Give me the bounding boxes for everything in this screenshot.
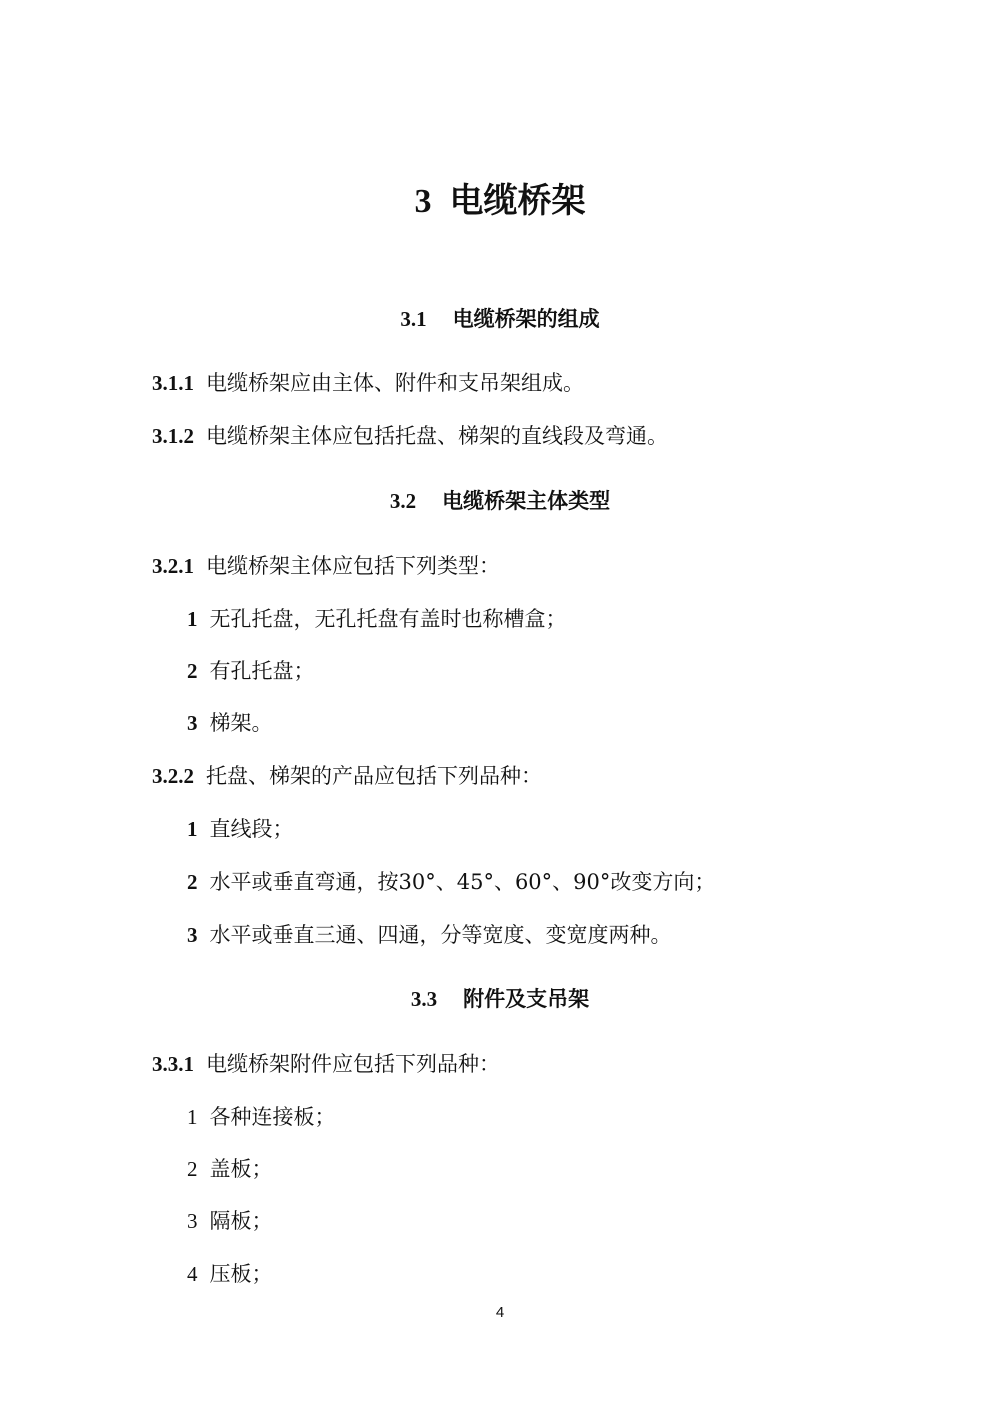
item-number: 2: [187, 870, 198, 894]
list-item: [187, 814, 294, 844]
clause: [152, 421, 668, 451]
section-title: [0, 304, 1000, 334]
list-item: [187, 1102, 336, 1132]
list-item: [187, 656, 315, 686]
clause-number: 3.2.2: [152, 764, 194, 788]
section-title: [0, 486, 1000, 516]
clause-text: 电缆桥架附件应包括下列品种：: [206, 1052, 500, 1076]
page-number: 4: [495, 1304, 505, 1321]
item-text: 水平或垂直三通、四通，分等宽度、变宽度两种。: [209, 923, 672, 947]
item-text: 压板；: [209, 1262, 273, 1286]
clause-text: 电缆桥架应由主体、附件和支吊架组成。: [206, 371, 584, 395]
clause-text: 电缆桥架主体应包括下列类型：: [206, 554, 500, 578]
item-number: 1: [187, 1105, 198, 1129]
clause-number: 3.3.1: [152, 1052, 194, 1076]
section-title-text: 电缆桥架的组成: [452, 307, 600, 331]
item-text: 有孔托盘；: [209, 659, 315, 683]
clause: [152, 551, 500, 581]
item-text: 水平或垂直弯通，按30°、45°、60°、90°改变方向；: [209, 870, 716, 894]
chapter-title-text: 电缆桥架: [449, 181, 586, 221]
clause: [152, 368, 584, 398]
item-number: 1: [187, 817, 198, 841]
clause: [152, 1049, 500, 1079]
section-title-text: 电缆桥架主体类型: [442, 489, 611, 513]
item-number: 3: [187, 711, 198, 735]
clause-number: 3.2.1: [152, 554, 194, 578]
item-number: 2: [187, 659, 198, 683]
item-text: 各种连接板；: [209, 1105, 336, 1129]
list-item: [187, 604, 567, 634]
list-item: [187, 1259, 273, 1289]
list-item: [187, 708, 273, 738]
section-title: [0, 984, 1000, 1014]
item-text: 直线段；: [209, 817, 294, 841]
item-text: 盖板；: [209, 1157, 273, 1181]
clause-number: 3.1.2: [152, 424, 194, 448]
item-number: 1: [187, 607, 198, 631]
item-text: 梯架。: [209, 711, 273, 735]
clause: [152, 761, 542, 791]
clause-text: 托盘、梯架的产品应包括下列品种：: [206, 764, 542, 788]
item-text: 无孔托盘，无孔托盘有盖时也称槽盒；: [209, 607, 567, 631]
chapter-number: 3: [414, 183, 432, 220]
list-item: [187, 920, 672, 950]
clause-number: 3.1.1: [152, 371, 194, 395]
item-number: 3: [187, 923, 198, 947]
section-number: 3.3: [410, 987, 438, 1011]
list-item: [187, 1154, 273, 1184]
item-number: 2: [187, 1157, 198, 1181]
list-item: [187, 1206, 273, 1236]
item-number: 3: [187, 1209, 198, 1233]
item-number: 4: [187, 1262, 198, 1286]
clause-text: 电缆桥架主体应包括托盘、梯架的直线段及弯通。: [206, 424, 668, 448]
item-text: 隔板；: [209, 1209, 273, 1233]
chapter-title: [0, 176, 1000, 227]
section-title-text: 附件及支吊架: [463, 987, 590, 1011]
list-item: [187, 867, 715, 897]
section-number: 3.2: [389, 489, 417, 513]
section-number: 3.1: [400, 307, 427, 331]
